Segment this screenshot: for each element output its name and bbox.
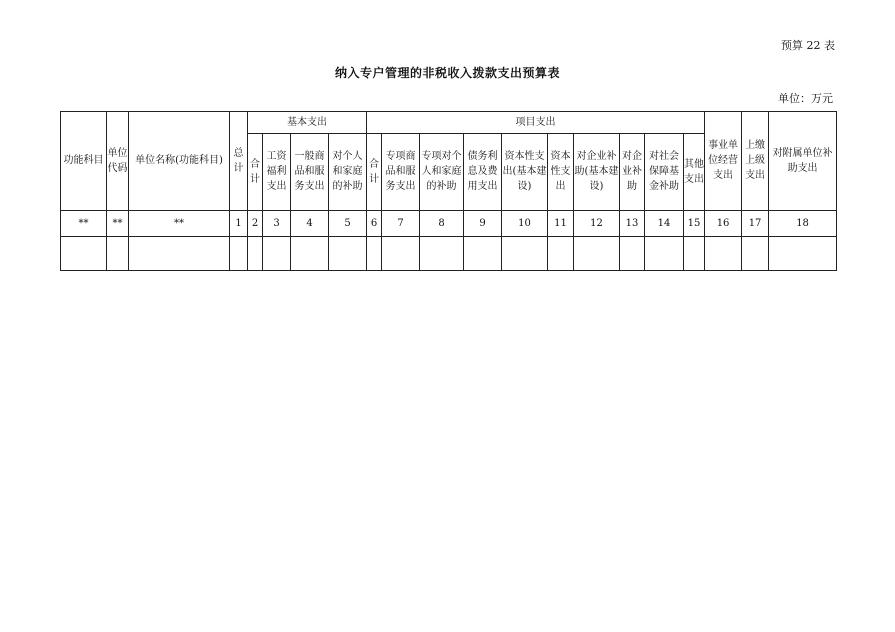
index-cell: 10: [502, 210, 548, 236]
index-cell: **: [61, 210, 107, 236]
header-business: 事业单位经营支出: [705, 112, 742, 211]
index-cell: **: [129, 210, 230, 236]
header-affiliated: 对附属单位补助支出: [769, 112, 837, 211]
header-salary: 工资福利支出: [263, 134, 291, 210]
index-cell: 7: [382, 210, 420, 236]
header-capital-build: 资本性支出(基本建设): [502, 134, 548, 210]
header-project: 项目支出: [367, 112, 705, 134]
data-cell: [248, 236, 263, 270]
header-social: 对社会保障基金补助: [645, 134, 684, 210]
index-cell: 15: [684, 210, 705, 236]
header-name: 单位名称(功能科目): [129, 112, 230, 211]
index-cell: 13: [620, 210, 645, 236]
data-cell: [620, 236, 645, 270]
data-cell: [329, 236, 367, 270]
index-cell: 16: [705, 210, 742, 236]
data-cell: [382, 236, 420, 270]
index-cell: 14: [645, 210, 684, 236]
header-basic-total: 合计: [248, 134, 263, 210]
data-cell: [769, 236, 837, 270]
header-upper: 上缴上级支出: [742, 112, 769, 211]
table-number: 预算 22 表: [781, 39, 835, 52]
header-enterprise: 对企业补助: [620, 134, 645, 210]
header-goods: 一般商品和服务支出: [291, 134, 329, 210]
header-func: 功能科目: [61, 112, 107, 211]
header-enterprise-build: 对企业补助(基本建设): [574, 134, 620, 210]
page-title: 纳入专户管理的非税收入拨款支出预算表: [334, 66, 560, 80]
data-cell: [367, 236, 382, 270]
header-basic: 基本支出: [248, 112, 367, 134]
header-special-goods: 专项商品和服务支出: [382, 134, 420, 210]
data-cell: [684, 236, 705, 270]
header-debt: 债务利息及费用支出: [464, 134, 502, 210]
index-cell: 5: [329, 210, 367, 236]
header-code: 单位代码: [107, 112, 129, 211]
index-cell: 18: [769, 210, 837, 236]
index-row: [61, 210, 837, 236]
index-cell: **: [107, 210, 129, 236]
index-cell: 6: [367, 210, 382, 236]
data-cell: [420, 236, 464, 270]
header-proj-total: 合计: [367, 134, 382, 210]
data-cell: [107, 236, 129, 270]
index-cell: 4: [291, 210, 329, 236]
header-total: 总计: [230, 112, 248, 211]
data-cell: [291, 236, 329, 270]
data-cell: [502, 236, 548, 270]
data-cell: [263, 236, 291, 270]
header-special-personal: 专项对个人和家庭的补助: [420, 134, 464, 210]
index-cell: 1: [230, 210, 248, 236]
header-capital: 资本性支出: [548, 134, 574, 210]
index-cell: 9: [464, 210, 502, 236]
header-personal: 对个人和家庭的补助: [329, 134, 367, 210]
budget-table: [60, 111, 837, 271]
data-cell: [742, 236, 769, 270]
data-cell: [705, 236, 742, 270]
data-cell: [574, 236, 620, 270]
data-cell: [645, 236, 684, 270]
index-cell: 8: [420, 210, 464, 236]
index-cell: 17: [742, 210, 769, 236]
data-cell: [129, 236, 230, 270]
data-cell: [464, 236, 502, 270]
data-cell: [230, 236, 248, 270]
index-cell: 2: [248, 210, 263, 236]
table-row: [61, 236, 837, 270]
index-cell: 3: [263, 210, 291, 236]
unit-label: 单位：万元: [778, 92, 833, 105]
index-cell: 11: [548, 210, 574, 236]
data-cell: [548, 236, 574, 270]
header-other: 其他支出: [684, 134, 705, 210]
index-cell: 12: [574, 210, 620, 236]
data-cell: [61, 236, 107, 270]
